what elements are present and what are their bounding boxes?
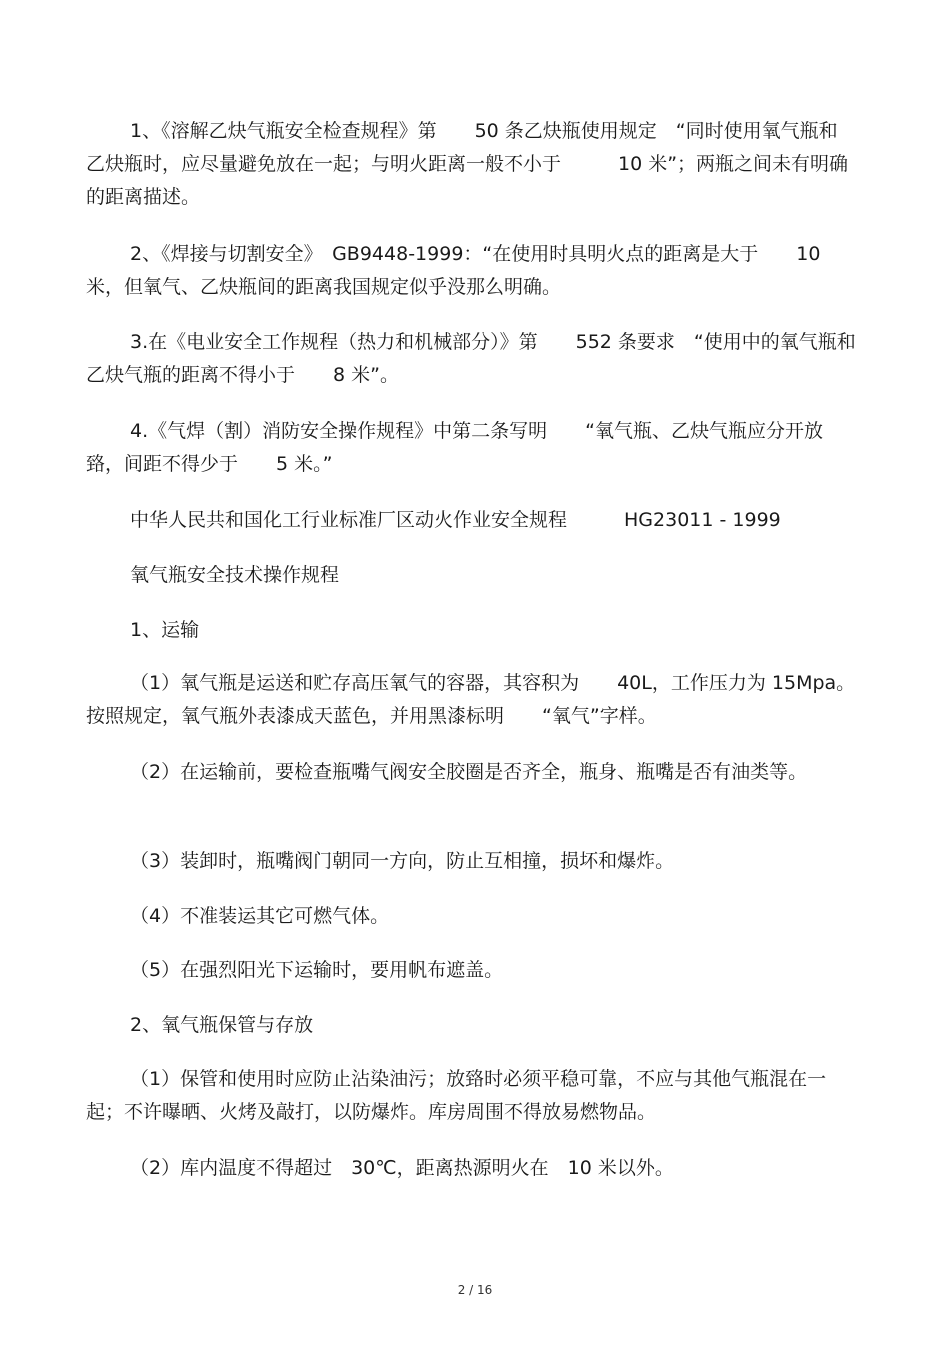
- section-heading-storage: 2、氧气瓶保管与存放: [130, 1014, 314, 1036]
- storage-item-2: （2）库内温度不得超过 30℃，距离热源明火在 10 米以外。: [130, 1157, 674, 1179]
- transport-item-3: （3）装卸时，瓶嘴阀门朝同一方向，防止互相撞，损坏和爆炸。: [130, 850, 675, 872]
- paragraph-3: 3.在《电业安全工作规程（热力和机械部分）》第 552 条要求 “使用中的氧气瓶和乙炔气瓶的距离不得小于 8 米”。: [86, 331, 856, 386]
- standard-title: 中华人民共和国化工行业标准厂区动火作业安全规程 HG23011 - 1999: [130, 509, 781, 531]
- transport-item-1: （1）氧气瓶是运送和贮存高压氧气的容器，其容积为 40L，工作压力为 15Mpa。按照规定，氧气瓶外表漆成天蓝色，并用黑漆标明 “氧气”字样。: [86, 672, 856, 727]
- page-number: 2 / 16: [457, 1283, 493, 1297]
- transport-item-4: （4）不准装运其它可燃气体。: [130, 905, 390, 927]
- transport-item-5: （5）在强烈阳光下运输时，要用帆布遮盖。: [130, 959, 504, 981]
- section-heading-transport: 1、运输: [130, 619, 200, 641]
- paragraph-2: 2、《焊接与切割安全》 GB9448-1999：“在使用时具明火点的距离是大于 10 米，但氧气、乙炔瓶间的距离我国规定似乎没那么明确。: [86, 243, 827, 298]
- section-title: 氧气瓶安全技术操作规程: [130, 564, 340, 586]
- storage-item-1: （1）保管和使用时应防止沾染油污；放臵时必须平稳可靠，不应与其他气瓶混在一起；不许曝晒、火烤及敲打，以防爆炸。库房周围不得放易燃物品。: [86, 1068, 827, 1123]
- paragraph-1: 1、《溶解乙炔气瓶安全检查规程》第 50 条乙炔瓶使用规定 “同时使用氧气瓶和乙炔瓶时，应尽量避免放在一起；与明火距离一般不小于 10 米”；两瓶之间未有明确的距离描述。: [86, 120, 849, 208]
- paragraph-4: 4.《气焊（割）消防安全操作规程》中第二条写明 “氧气瓶、乙炔气瓶应分开放臵，间距不得少于 5 米。”: [86, 420, 823, 475]
- transport-item-2: （2）在运输前，要检查瓶嘴气阀安全胶圈是否齐全，瓶身、瓶嘴是否有油类等。: [130, 761, 808, 783]
